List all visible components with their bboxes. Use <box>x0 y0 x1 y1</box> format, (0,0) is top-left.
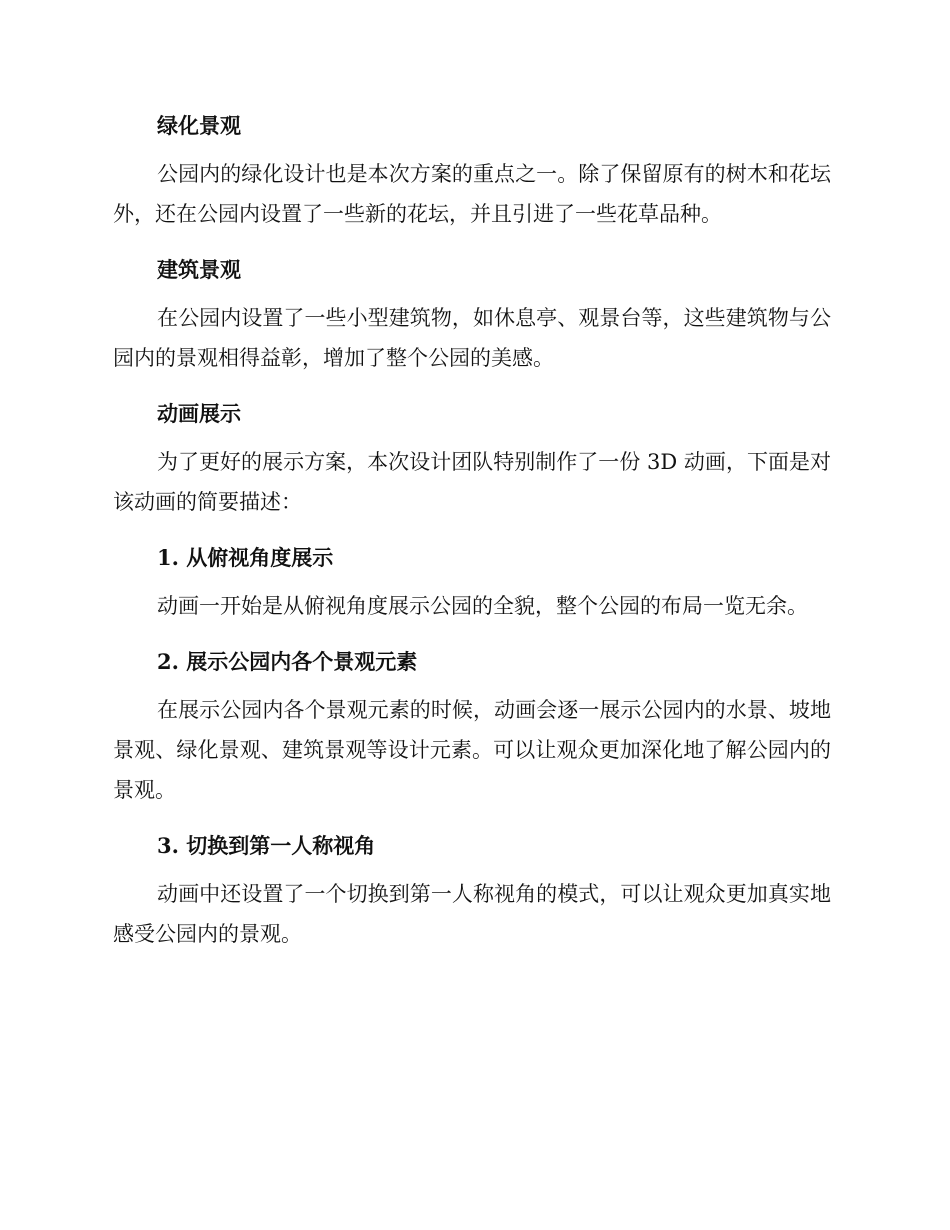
section-paragraph: 为了更好的展示方案，本次设计团队特别制作了一份 3D 动画，下面是对该动画的简要描述： <box>113 450 831 514</box>
section-first-person-view <box>113 826 831 954</box>
section-animation-showcase <box>113 394 831 522</box>
section-paragraph: 动画中还设置了一个切换到第一人称视角的模式，可以让观众更加真实地感受公园内的景观。 <box>113 882 831 946</box>
section-paragraph: 在公园内设置了一些小型建筑物，如休息亭、观景台等，这些建筑物与公园内的景观相得益彰，增加了整个公园的美感。 <box>113 306 831 370</box>
section-heading: 1. 从俯视角度展示 <box>157 545 334 570</box>
section-architecture-landscape <box>113 250 831 378</box>
section-paragraph: 动画一开始是从俯视角度展示公园的全貌，整个公园的布局一览无余。 <box>157 594 808 618</box>
section-top-view <box>113 538 831 626</box>
section-paragraph: 在展示公园内各个景观元素的时候，动画会逐一展示公园内的水景、坡地景观、绿化景观、建筑景观等设计元素。可以让观众更加深化地了解公园内的景观。 <box>113 698 831 802</box>
section-heading: 3. 切换到第一人称视角 <box>157 833 376 858</box>
section-heading: 动画展示 <box>157 401 241 426</box>
section-heading: 建筑景观 <box>157 257 241 282</box>
section-paragraph: 公园内的绿化设计也是本次方案的重点之一。除了保留原有的树木和花坛外，还在公园内设置了一些新的花坛，并且引进了一些花草品种。 <box>113 162 831 226</box>
document-body <box>113 106 831 970</box>
section-landscape-elements <box>113 642 831 810</box>
section-heading: 2. 展示公园内各个景观元素 <box>157 649 418 674</box>
section-heading: 绿化景观 <box>157 113 241 138</box>
section-greening-landscape <box>113 106 831 234</box>
